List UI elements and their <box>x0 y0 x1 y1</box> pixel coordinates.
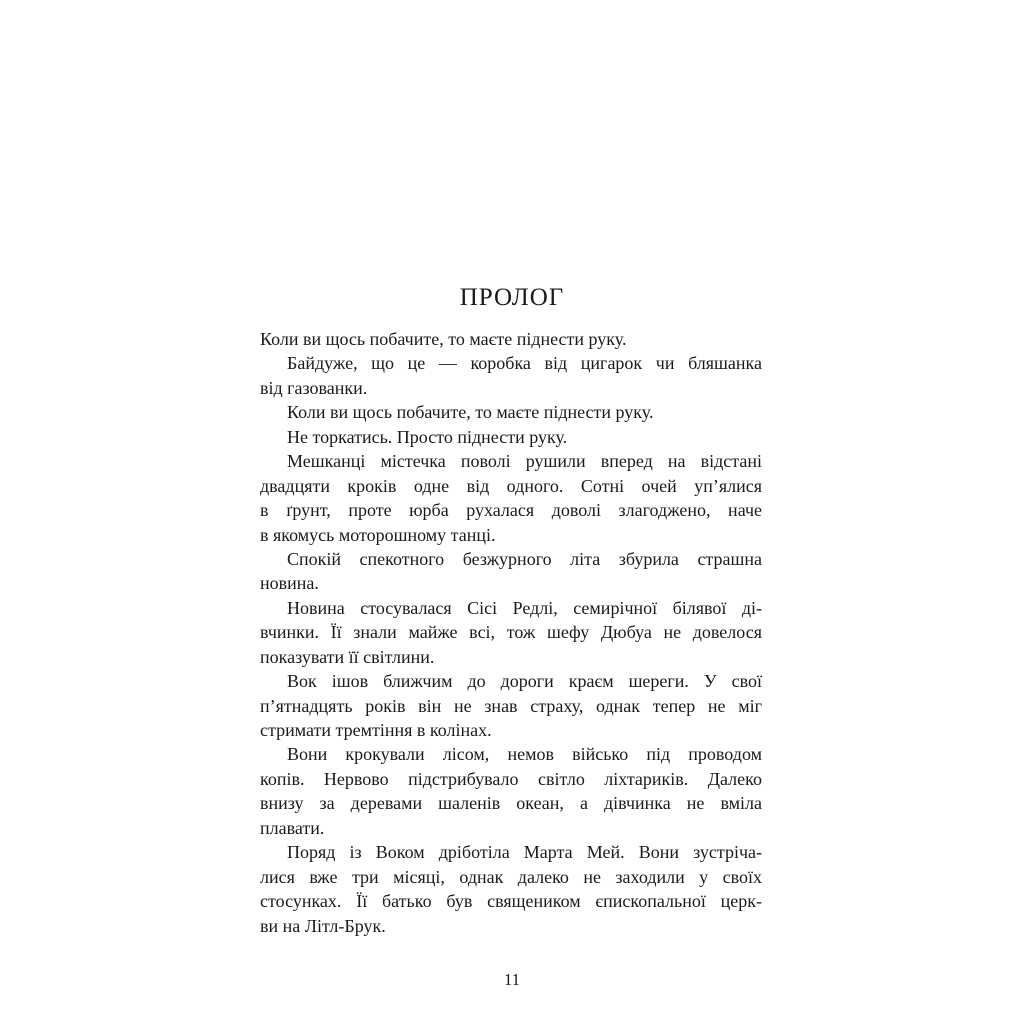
text-line: вчинки. Її знали майже всі, тож шефу Дюбуа не довелося <box>260 622 762 643</box>
page-number: 11 <box>503 970 521 989</box>
text-line: Вок ішов ближчим до дороги краєм шереги. У свої <box>287 671 762 692</box>
text-line: лися вже три місяці, однак далеко не заходили у своїх <box>260 866 762 887</box>
chapter-body <box>260 327 762 938</box>
paragraph <box>260 400 762 424</box>
text-line: Новина стосувалася Сісі Редлі, семирічної білявої ді- <box>287 597 762 618</box>
paragraph <box>260 351 762 400</box>
paragraph <box>260 840 762 938</box>
text-line: копів. Нервово підстрибувало світло ліхтариків. Далеко <box>260 768 762 789</box>
text-line: плавати. <box>260 817 325 838</box>
text-line: показувати її світлини. <box>260 646 435 667</box>
text-line: Коли ви щось побачите, то маєте піднести руку. <box>260 329 627 349</box>
text-line: ви на Літл-Брук. <box>260 915 386 936</box>
text-line: Не торкатись. Просто піднести руку. <box>287 426 568 447</box>
paragraph <box>260 327 762 351</box>
text-line: внизу за деревами шаленів океан, а дівчинка не вміла <box>260 793 762 814</box>
text-line: стримати тремтіння в колінах. <box>260 720 492 740</box>
text-line: новина. <box>260 573 319 594</box>
text-line: від газованки. <box>260 377 368 398</box>
text-line: Спокій спекотного безжурного літа збурила страшна <box>287 548 762 569</box>
paragraph <box>260 449 762 547</box>
text-line: Вони крокували лісом, немов військо під проводом <box>287 744 762 765</box>
paragraph <box>260 425 762 449</box>
text-line: в якомусь моторошному танці. <box>260 524 496 545</box>
text-line: двадцяти кроків одне від одного. Сотні очей уп’ялися <box>260 475 762 496</box>
text-line: Мешканці містечка поволі рушили вперед на відстані <box>287 451 762 472</box>
paragraph <box>260 669 762 742</box>
text-line: Коли ви щось побачите, то маєте піднести руку. <box>287 402 654 423</box>
paragraph <box>260 547 762 596</box>
text-line: п’ятнадцять років він не знав страху, однак тепер не міг <box>260 695 762 716</box>
text-line: стосунках. Її батько був священиком єпископальної церк- <box>260 891 762 912</box>
text-line: Байдуже, що це — коробка від цигарок чи бляшанка <box>287 353 762 374</box>
chapter-title: ПРОЛОГ <box>459 284 565 311</box>
text-line: в ґрунт, проте юрба рухалася доволі злагоджено, наче <box>260 500 762 521</box>
paragraph <box>260 742 762 840</box>
text-line: Поряд із Воком дріботіла Марта Мей. Вони зустріча- <box>287 842 762 863</box>
paragraph <box>260 596 762 669</box>
